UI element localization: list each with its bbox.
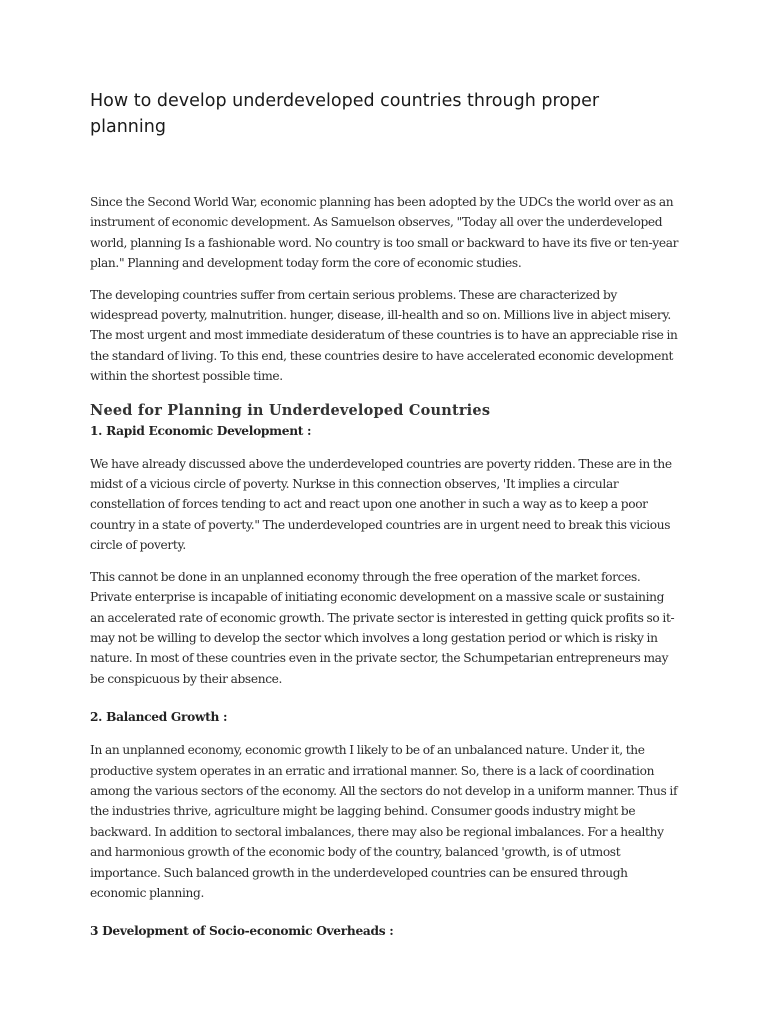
body-paragraph: In an unplanned economy, economic growth I likely to be of an unbalanced nature. Under it, the productive system operates in an erratic and irrational manner. So, there is a lack of coordination among the various sectors of the economy. All the sectors do not develop in a uniform manner. Thus if the industries thrive, agriculture might be lagging behind. Consumer goods industry might be backward. In addition to sectoral imbalances, there may also be regional imbalances. For a healthy and harmonious growth of the economic body of the country, balanced 'growth, is of utmost importance. Such balanced growth in the underdeveloped countries can be ensured through economic planning. xyxy=(90,743,678,900)
subsection-heading-rapid-development: 1. Rapid Economic Development : xyxy=(90,423,312,438)
intro-paragraph: The developing countries suffer from certain serious problems. These are characterized by widespread poverty, malnutrition. hunger, disease, ill-health and so on. Millions live in abject misery. The most urgent and most immediate desideratum of these countries is to have an appreciable rise in the standard of living. To this end, these countries desire to have accelerated economic development within the shortest possible time. xyxy=(90,287,678,384)
document-title: How to develop underdeveloped countries through proper planning xyxy=(90,91,600,137)
intro-paragraph: Since the Second World War, economic planning has been adopted by the UDCs the world over as an instrument of economic development. As Samuelson observes, "Today all over the underdeveloped world, planning Is a fashionable word. No country is too small or backward to have its five or ten-year plan." Planning and development today form the core of economic studies. xyxy=(90,195,679,271)
body-paragraph: This cannot be done in an unplanned economy through the free operation of the market forces. Private enterprise is incapable of initiating economic development on a massive scale or sustaining an accelerated rate of economic growth. The private sector is interested in getting quick profits so it-may not be willing to develop the sector which involves a long gestation period or which is risky in nature. In most of these countries even in the private sector, the Schumpetarian entrepreneurs may be conspicuous by their absence. xyxy=(90,569,675,686)
subsection-heading-socio-economic-overheads: 3 Development of Socio-economic Overheads : xyxy=(90,924,394,939)
section-heading: Need for Planning in Underdeveloped Countries xyxy=(90,401,491,419)
document-page xyxy=(90,88,680,954)
subsection-heading-balanced-growth: 2. Balanced Growth : xyxy=(90,710,228,725)
body-paragraph: We have already discussed above the underdeveloped countries are poverty ridden. These are in the midst of a vicious circle of poverty. Nurkse in this connection observes, 'It implies a circular constellation of forces tending to act and react upon one another in such a way as to keep a poor country in a state of poverty." The underdeveloped countries are in urgent need to break this vicious circle of poverty. xyxy=(90,456,672,553)
